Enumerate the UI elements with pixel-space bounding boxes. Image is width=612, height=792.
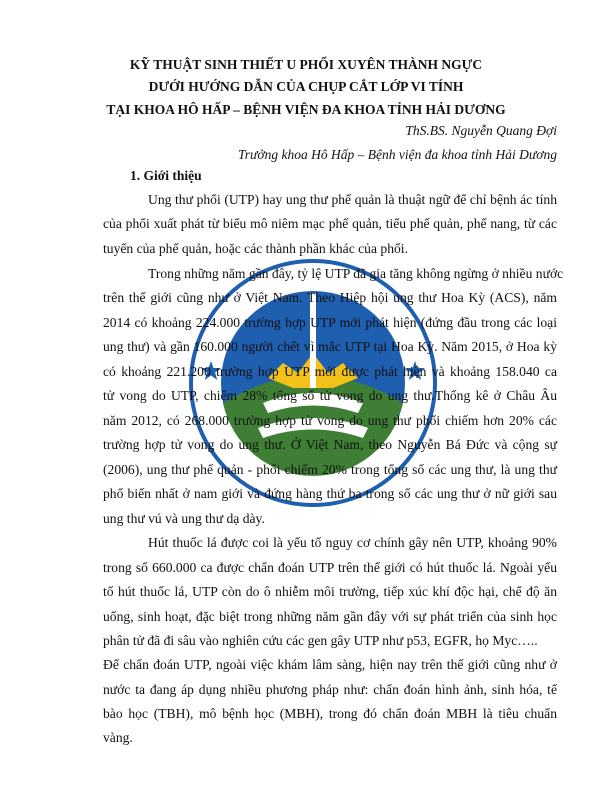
body-line: ung thư vú và ung thư dạ dày.: [103, 511, 265, 526]
title-line-3: TẠI KHOA HÔ HẤP – BỆNH VIỆN ĐA KHOA TỈNH HẢI DƯƠNG: [106, 102, 506, 117]
body-line: uống, sinh hoạt, đặc biệt trong những năm gần đây với sự phát triển của sinh học: [103, 609, 557, 624]
body-line: Trong những năm gần đây, tỷ lệ UTP đã gia tăng không ngừng ở nhiều nước: [148, 266, 564, 281]
body-line: phân tử đã đi sâu vào nghiên cứu các gen gây UTP như p53, EGFR, họ Myc…..: [103, 633, 538, 648]
body-line: nước ta đang áp dụng nhiều phương pháp như: chẩn đoán hình ảnh, sinh hóa, tế: [103, 682, 557, 697]
body-line: phổ biến nhất ở nam giới và đứng hàng thứ ba trong số các ung thư ở nữ giới sau: [103, 486, 557, 501]
body-line: 2014 có khoảng 224.000 trường hợp UTP mới phát hiện (đứng đầu trong các loại: [103, 315, 557, 330]
body-line: Ung thư phổi (UTP) hay ung thư phế quản là thuật ngữ để chỉ bệnh ác tính: [148, 192, 557, 207]
body-line: trường hợp tử vong do ung thư. Ở Việt Nam, theo Nguyễn Bá Đức và cộng sự: [103, 437, 557, 452]
body-line: vàng.: [103, 730, 133, 745]
body-line: của phổi xuất phát từ biểu mô niêm mạc phế quản, tiểu phế quản, phế nang, từ các: [103, 216, 557, 231]
body-line: năm 2012, có 268.000 trường hợp tử vong do ung thư phổi chiếm hơn 20% các: [103, 413, 557, 428]
body-line: trên thế giới cũng như ở Việt Nam. Theo Hiệp hội ung thư Hoa Kỳ (ACS), năm: [103, 290, 557, 305]
body-line: có khoảng 221.200 trường hợp UTP mới được phát hiện và khoảng 158.040 ca: [103, 364, 557, 379]
body-line: bào học (TBH), mô bệnh học (MBH), trong đó chẩn đoán MBH là tiêu chuẩn: [103, 706, 557, 721]
body-line: Hút thuốc lá được coi là yếu tố nguy cơ chính gây nên UTP, khoảng 90%: [148, 535, 557, 550]
body-line: tuyến của phế quản, hoặc các thành phần khác của phổi.: [103, 241, 408, 256]
body-line: Để chẩn đoán UTP, ngoài việc khám lâm sàng, hiện nay trên thế giới cũng như ở: [103, 657, 557, 672]
body-line: tử vong do UTP, chiếm 28% tổng số tử vong do ung thư.Thống kê ở Châu Âu: [103, 388, 557, 403]
body-line: tố hút thuốc lá, UTP còn do ô nhiễm môi trường, tiếp xúc khí độc hại, chế độ ăn: [103, 584, 557, 599]
body-line: trong số 660.000 ca được chẩn đoán UTP trên thế giới có hút thuốc lá. Ngoài yếu: [103, 560, 557, 575]
body-line: ung thư) và gần 160.000 người chết vì mắc UTP tại Hoa Kỳ. Năm 2015, ở Hoa kỳ: [103, 339, 557, 354]
title-line-1: KỸ THUẬT SINH THIẾT U PHỔI XUYÊN THÀNH NGỰC: [129, 57, 483, 72]
author-name: ThS.BS. Nguyễn Quang Đợi: [405, 123, 557, 138]
section-heading: 1. Giới thiệu: [130, 168, 202, 183]
author-affiliation: Trưởng khoa Hô Hấp – Bệnh viện đa khoa tỉnh Hải Dương: [238, 147, 557, 162]
title-line-2: DƯỚI HƯỚNG DẪN CỦA CHỤP CẮT LỚP VI TÍNH: [148, 79, 464, 94]
body-line: (2006), ung thư phế quản - phổi chiếm 20% trong tổng số các ung thư, là ung thư: [103, 462, 557, 477]
